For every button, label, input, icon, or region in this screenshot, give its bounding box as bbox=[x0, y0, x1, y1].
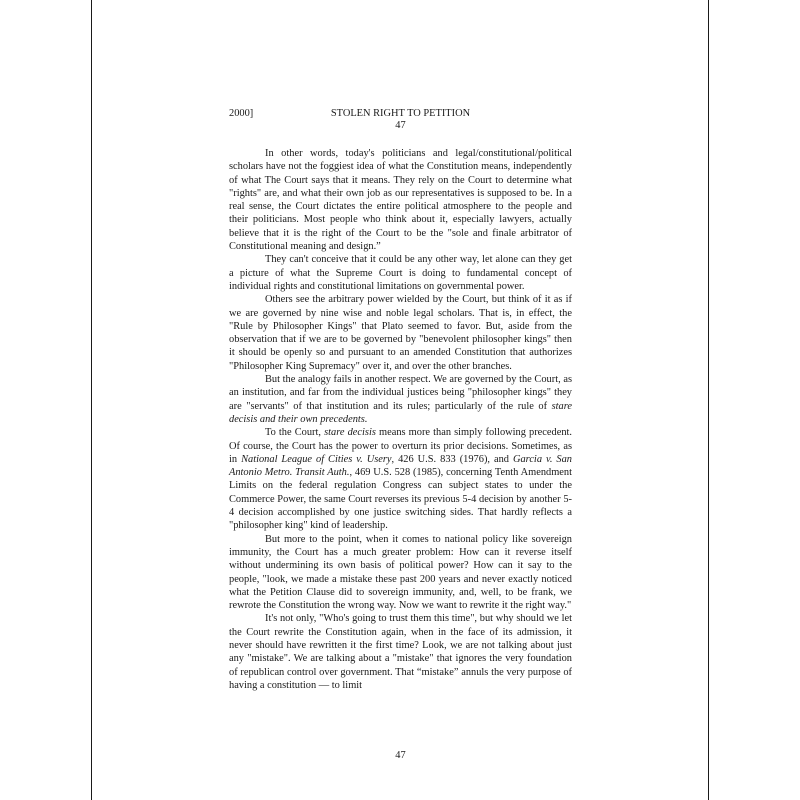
paragraph bbox=[229, 612, 572, 692]
paragraph bbox=[229, 253, 572, 293]
paragraph bbox=[229, 533, 572, 613]
italic-text: stare decisis and their own precedents. bbox=[229, 400, 572, 425]
text-run: means more than simply following precedent. Of course, the Court has the power to overturn its prior decisions. Sometimes, as in bbox=[229, 427, 573, 465]
text-run: In other words, today's politicians and legal/constitutional/political scholars have not the foggiest idea of what the Constitution means, independently of what The Court says that it means. They rely on the Court to determine what "rights" are, and what their own job as our representatives is supposed to be. In a real sense, the Court dictates the entire political atmosphere to the people and their politicians. Most people who think about it, especially lawyers, actually believe that it is the right of the Court to be the "sole and finale arbitrator of Constitutional meaning and design.” bbox=[229, 148, 572, 253]
header-year: 2000] bbox=[229, 108, 254, 119]
paragraph bbox=[229, 293, 572, 373]
italic-text: National League of Cities v. Usery bbox=[241, 453, 392, 465]
italic-text: Garcia v. San Antonio Metro. Transit Auth. bbox=[229, 453, 573, 479]
header-page-number: 47 bbox=[395, 120, 406, 131]
text-run: To the Court, bbox=[265, 427, 325, 439]
italic-text: stare decisis bbox=[324, 427, 376, 439]
paragraph bbox=[229, 373, 572, 426]
footer-page-number: 47 bbox=[395, 750, 406, 761]
body-text bbox=[229, 147, 572, 692]
text-run: It's not only, "Who's going to trust them this time", but why should we let the Court rewrite the Constitution again, when in the face of its admission, it never should have rewritten it the first time? Look, we are not talking about just any "mistake". We are talking about a "mistake" that ignores the very foundation of republican control over government. That “mistake” annuls the very purpose of having a constitution — to limit bbox=[229, 613, 572, 691]
paragraph bbox=[229, 426, 572, 532]
paragraph bbox=[229, 147, 572, 253]
header-title: STOLEN RIGHT TO PETITION bbox=[330, 108, 471, 119]
text-run: Others see the arbitrary power wielded by the Court, but think of it as if we are governed by nine wise and noble legal scholars. That is, in effect, the "Rule by Philosopher Kings" that Plato seemed to favor. But, aside from the observation that if we are to be governed by "benevolent philosopher kings" then it should be openly so and pursuant to an amended Constitution that authorizes "Philosopher King Supremacy" over it, and over the other branches. bbox=[229, 294, 572, 372]
text-run: They can't conceive that it could be any other way, let alone can they get a picture of what the Supreme Court is doing to fundamental concept of individual rights and constitutional limitations on governmental power. bbox=[229, 254, 572, 292]
text-run: But more to the point, when it comes to national policy like sovereign immunity, the Court has a much greater problem: How can it reverse itself without undermining its own basis of political power? How can it say to the people, "look, we made a mistake these past 200 years and never exactly noticed what the Petition Clause did to sovereign immunity, and, well, to be frank, we rewrote the Constitution the wrong way. Now we want to rewrite it the right way." bbox=[229, 533, 572, 612]
text-run: , 469 U.S. 528 (1985), concerning Tenth Amendment Limits on the federal regulation Congress can subject states to under the Commerce Power, the same Court reverses its previous 5-4 decision by another 5-4 decision accomplished by one justice switching sides. That hardly reflects a "philosopher king" kind of leadership. bbox=[229, 467, 572, 532]
text-run: But the analogy fails in another respect. We are governed by the Court, as an institution, and far from the individual justices being "philosopher kings" they are "servants" of that institution and its rules; particularly of the rule of bbox=[229, 374, 572, 412]
text-run: , 426 U.S. 833 (1976), and bbox=[391, 453, 513, 465]
